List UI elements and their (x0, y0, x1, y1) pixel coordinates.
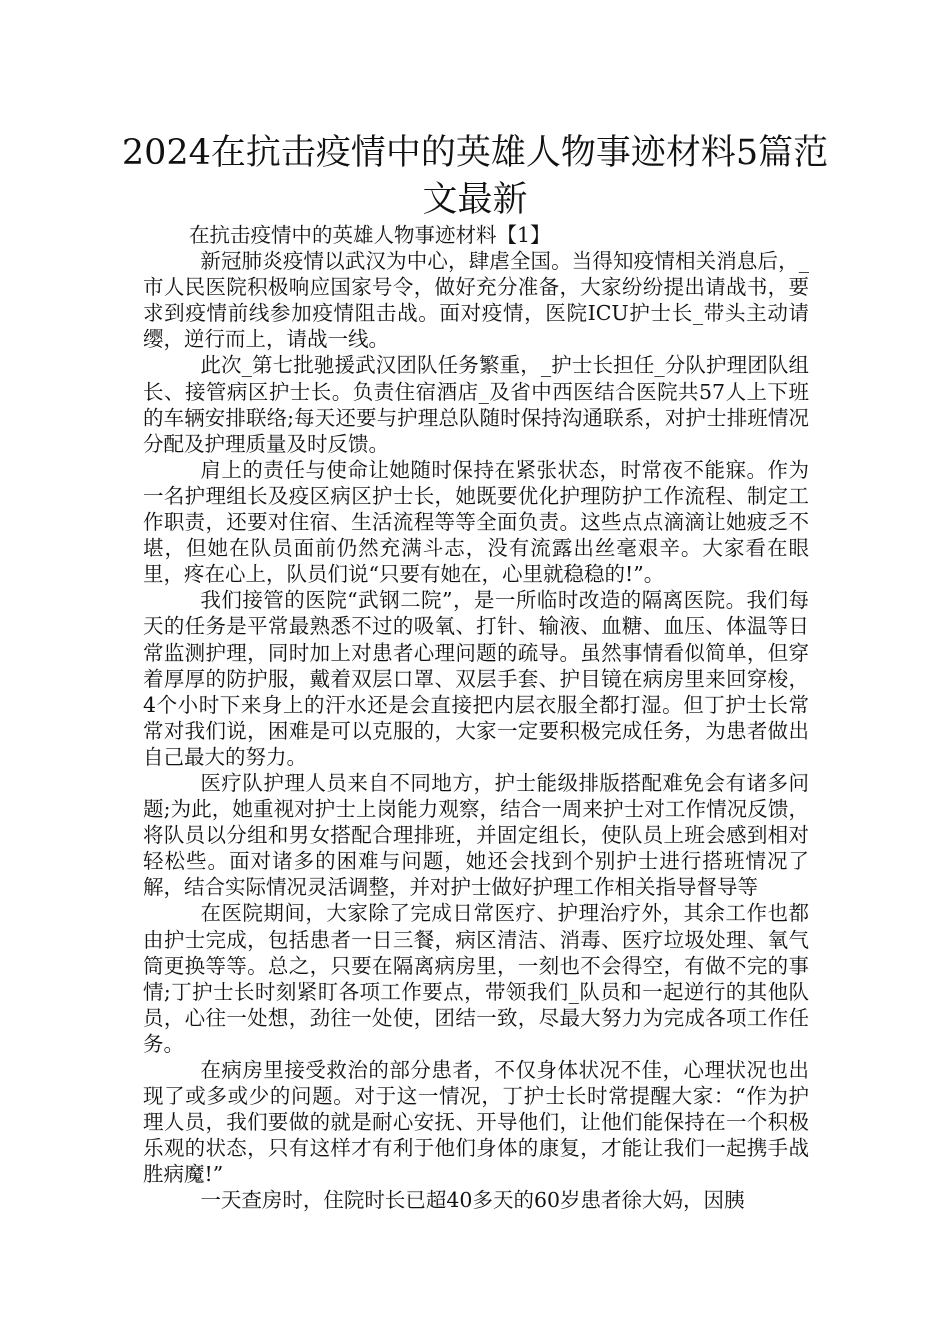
paragraph: 肩上的责任与使命让她随时保持在紧张状态，时常夜不能寐。作为一名护理组长及疫区病区护士长，她既要优化护理防护工作流程、制定工作职责，还要对住宿、生活流程等等全面负责。这些点点滴滴让她疲乏不堪，但她在队员面前仍然充满斗志，没有流露出丝毫艰辛。大家看在眼里，疼在心上，队员们说“只要有她在，心里就稳稳的!”。 (143, 457, 809, 587)
paragraph: 一天查房时，住院时长已超40多天的60岁患者徐大妈，因胰 (200, 1188, 745, 1213)
paragraph: 医疗队护理人员来自不同地方，护士能级排版搭配难免会有诸多问题;为此，她重视对护士上岗能力观察，结合一周来护士对工作情况反馈，将队员以分组和男女搭配合理排班，并固定组长，使队员上班会感到相对轻松些。面对诸多的困难与问题，她还会找到个别护士进行搭班情况了解，结合实际情况灵活调整，并对护士做好护理工作相关指导督导等 (143, 770, 809, 900)
paragraph: 新冠肺炎疫情以武汉为中心，肆虐全国。当得知疫情相关消息后，_市人民医院积极响应国家号令，做好充分准备，大家纷纷提出请战书，要求到疫情前线参加疫情阻击战。面对疫情，医院ICU护士长_带头主动请缨，逆行而上，请战一线。 (143, 249, 809, 352)
document-title: 2024在抗击疫情中的英雄人物事迹材料5篇范文最新 (121, 133, 829, 220)
paragraph: 在医院期间，大家除了完成日常医疗、护理治疗外，其余工作也都由护士完成，包括患者一日三餐，病区清洁、消毒、医疗垃圾处理、氧气筒更换等等。总之，只要在隔离病房里，一刻也不会得空，有做不完的事情;丁护士长时刻紧盯各项工作要点，带领我们_队员和一起逆行的其他队员，心往一处想，劲往一处使，团结一致，尽最大努力为完成各项工作任务。 (143, 901, 809, 1056)
paragraph: 在病房里接受救治的部分患者，不仅身体状况不佳，心理状况也出现了或多或少的问题。对于这一情况，丁护士长时常提醒大家：“作为护理人员，我们要做的就是耐心安抚、开导他们，让他们能保持在一个积极乐观的状态，只有这样才有利于他们身体的康复，才能让我们一起携手战胜病魔!” (143, 1058, 809, 1187)
section-heading: 在抗击疫情中的英雄人物事迹材料【1】 (189, 223, 551, 247)
paragraph: 我们接管的医院“武钢二院”，是一所临时改造的隔离医院。我们每天的任务是平常最熟悉不过的吸氧、打针、输液、血糖、血压、体温等日常监测护理，同时加上对患者心理问题的疏导。虽然事情看似简单，但穿着厚厚的防护服，戴着双层口罩、双层手套、护目镜在病房里来回穿梭，4个小时下来身上的汗水还是会直接把内层衣服全都打湿。但丁护士长常常对我们说，困难是可以克服的，大家一定要积极完成任务，为患者做出自己最大的努力。 (143, 588, 809, 769)
paragraph: 此次_第七批驰援武汉团队任务繁重，_护士长担任_分队护理团队组长、接管病区护士长。负责住宿酒店_及省中西医结合医院共57人上下班的车辆安排联络;每天还要与护理总队随时保持沟通联系，对护士排班情况分配及护理质量及时反馈。 (143, 353, 809, 456)
document-body (143, 222, 809, 1214)
